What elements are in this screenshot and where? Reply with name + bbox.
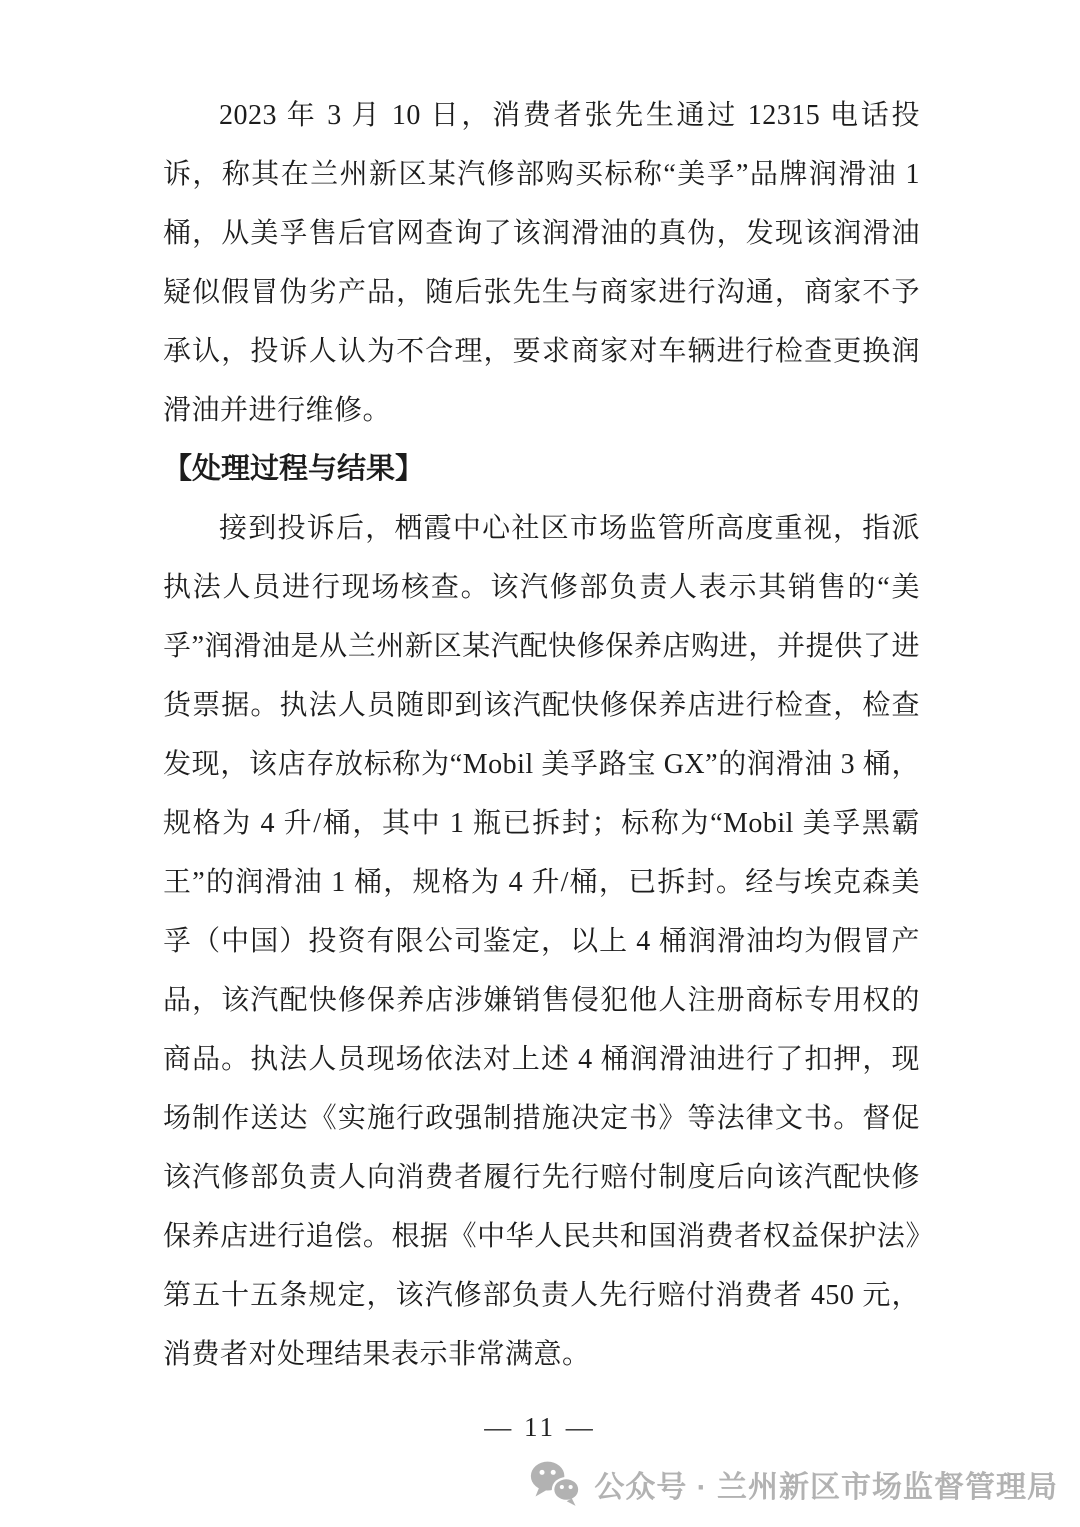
wechat-watermark (529, 1460, 1058, 1507)
document-body (163, 86, 920, 1384)
wechat-account-label: 公众号 · 兰州新区市场监督管理局 (594, 1470, 1058, 1504)
wechat-icon (529, 1460, 583, 1507)
section-heading: 【处理过程与结果】 (163, 453, 425, 485)
page-number: — 11 — (484, 1412, 596, 1442)
body-paragraph: 2023 年 3 月 10 日，消费者张先生通过 12315 电话投诉，称其在兰州新区某汽修部购买标称“美孚”品牌润滑油 1 桶，从美孚售后官网查询了该润滑油的真伪，发现该润滑油疑似假冒伪劣产品，随后张先生与商家进行沟通，商家不予承认，投诉人认为不合理，要求商家对车辆进行检查更换润滑油并进行维修。 (163, 100, 920, 426)
body-paragraph: 接到投诉后，栖霞中心社区市场监管所高度重视，指派执法人员进行现场核查。该汽修部负责人表示其销售的“美孚”润滑油是从兰州新区某汽配快修保养店购进，并提供了进货票据。执法人员随即到该汽配快修保养店进行检查，检查发现，该店存放标称为“Mobil 美孚路宝 GX”的润滑油 3 桶，规格为 4 升/桶，其中 1 瓶已拆封；标称为“Mobil 美孚黑霸王”的润滑油 1 桶，规格为 4 升/桶，已拆封。经与埃克森美孚（中国）投资有限公司鉴定，以上 4 桶润滑油均为假冒产品，该汽配快修保养店涉嫌销售侵犯他人注册商标专用权的商品。执法人员现场依法对上述 4 桶润滑油进行了扣押，现场制作送达《实施行政强制措施决定书》等法律文书。督促该汽修部负责人向消费者履行先行赔付制度后向该汽配快修保养店进行追偿。根据《中华人民共和国消费者权益保护法》第五十五条规定，该汽修部负责人先行赔付消费者 450 元，消费者对处理结果表示非常满意。 (163, 513, 920, 1370)
